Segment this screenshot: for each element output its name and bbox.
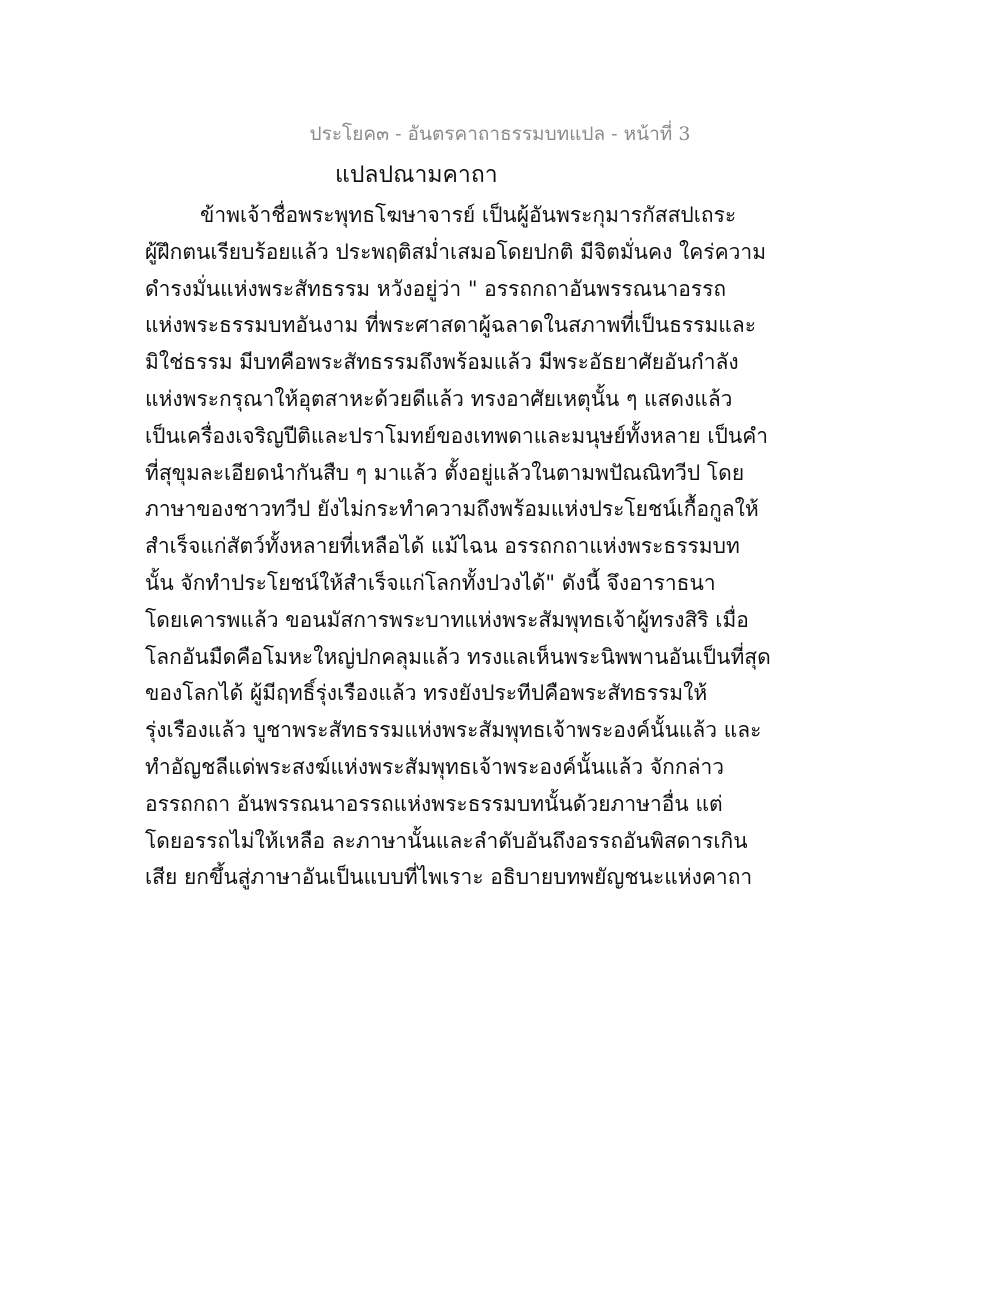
body-line: อรรถกถา อันพรรณนาอรรถแห่งพระธรรมบทนั้นด้วยภาษาอื่น แต่: [145, 791, 723, 816]
body-line: มิใช่ธรรม มีบทคือพระสัทธรรมถึงพร้อมแล้ว มีพระอัธยาศัยอันกำลัง: [145, 350, 739, 375]
body-line: ผู้ฝึกตนเรียบร้อยแล้ว ประพฤติสม่ำเสมอโดยปกติ มีจิตมั่นคง ใคร่ความ: [145, 239, 767, 264]
body-line: ดำรงมั่นแห่งพระสัทธรรม หวังอยู่ว่า " อรรถกถาอันพรรณนาอรรถ: [145, 276, 727, 301]
body-line: โดยอรรถไม่ให้เหลือ ละภาษานั้นและลำดับอันถึงอรรถอันพิสดารเกิน: [145, 828, 748, 853]
section-title: แปลปณามคาถา: [335, 162, 498, 188]
body-line: สำเร็จแก่สัตว์ทั้งหลายที่เหลือได้ แม้ไฉน อรรถกถาแห่งพระธรรมบท: [145, 534, 740, 559]
body-line: เสีย ยกขึ้นสู่ภาษาอันเป็นแบบที่ไพเราะ อธิบายบทพยัญชนะแห่งคาถา: [145, 865, 753, 890]
body-line: ทำอัญชลีแด่พระสงฆ์แห่งพระสัมพุทธเจ้าพระองค์นั้นแล้ว จักกล่าว: [145, 754, 725, 779]
body-line: รุ่งเรืองแล้ว บูชาพระสัทธรรมแห่งพระสัมพุทธเจ้าพระองค์นั้นแล้ว และ: [145, 718, 762, 743]
body-line: โดยเคารพแล้ว ขอนมัสการพระบาทแห่งพระสัมพุทธเจ้าผู้ทรงสิริ เมื่อ: [145, 607, 749, 632]
running-header: ประโยค๓ - อันตรคาถาธรรมบทแปล - หน้าที่ 3: [309, 123, 691, 145]
body-line: ของโลกได้ ผู้มีฤทธิ์รุ่งเรืองแล้ว ทรงยังประทีปคือพระสัทธรรมให้: [145, 681, 708, 706]
body-line: เป็นเครื่องเจริญปีติและปราโมทย์ของเทพดาและมนุษย์ทั้งหลาย เป็นคำ: [145, 423, 769, 448]
body-line: แห่งพระธรรมบทอันงาม ที่พระศาสดาผู้ฉลาดในสภาพที่เป็นธรรมและ: [145, 313, 756, 338]
body-line: ที่สุขุมละเอียดนำกันสืบ ๆ มาแล้ว ตั้งอยู่แล้วในตามพปัณณิทวีป โดย: [145, 460, 745, 485]
body-line: ข้าพเจ้าชื่อพระพุทธโฆษาจารย์ เป็นผู้อันพระกุมารกัสสปเถระ: [200, 203, 737, 227]
body-line: แห่งพระกรุณาให้อุตสาหะด้วยดีแล้ว ทรงอาศัยเหตุนั้น ๆ แสดงแล้ว: [145, 386, 733, 411]
body-line: โลกอันมืดคือโมหะใหญ่ปกคลุมแล้ว ทรงแลเห็นพระนิพพานอันเป็นที่สุด: [145, 644, 771, 669]
body-line: ภาษาของชาวทวีป ยังไม่กระทำความถึงพร้อมแห่งประโยชน์เกื้อกูลให้: [145, 497, 759, 522]
body-text: [145, 197, 771, 896]
body-line: นั้น จักทำประโยชน์ให้สำเร็จแก่โลกทั้งปวงได้" ดังนี้ จึงอาราธนา: [145, 570, 716, 595]
